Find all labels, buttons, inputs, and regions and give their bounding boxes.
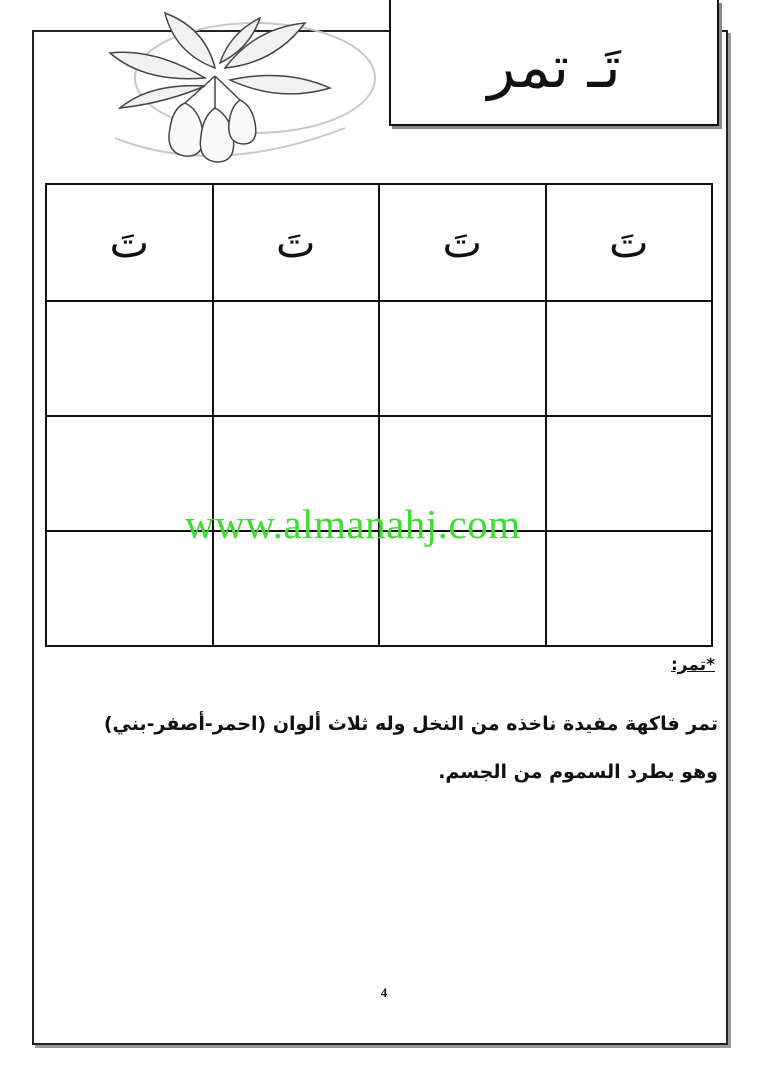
- letter-cell: تَ: [213, 184, 380, 301]
- letter-cell: تَ: [46, 184, 213, 301]
- blank-writing-cell: [546, 531, 713, 646]
- letter-cell: تَ: [546, 184, 713, 301]
- blank-writing-cell: [213, 301, 380, 416]
- watermark: www.almanahj.com: [185, 501, 521, 547]
- blank-writing-cell: [46, 301, 213, 416]
- blank-writing-cell: [46, 531, 213, 646]
- page-number: 4: [380, 985, 388, 1000]
- table-header-row: [46, 184, 712, 301]
- blank-writing-cell: [379, 301, 546, 416]
- letter-practice-table: [45, 183, 713, 647]
- pear-branch-illustration: [55, 8, 385, 178]
- blank-writing-cell: [213, 531, 380, 646]
- definition-paragraph: [38, 700, 718, 796]
- blank-writing-cell: [379, 531, 546, 646]
- definition-label: [671, 655, 715, 675]
- table-row: [46, 531, 712, 646]
- title-box: [389, 0, 719, 126]
- page-title: تَـ تمر: [487, 33, 621, 101]
- definition-line-2: وهو يطرد السموم من الجسم.: [438, 761, 718, 783]
- definition-line-1: تمر فاكهة مفيدة ناخذه من النخل وله ثلاث ألوان (احمر-أصفر-بني): [103, 713, 718, 735]
- letter-cell: تَ: [379, 184, 546, 301]
- blank-writing-cell: [546, 301, 713, 416]
- definition-label-text: *تمر:: [670, 655, 715, 675]
- table-row: [46, 301, 712, 416]
